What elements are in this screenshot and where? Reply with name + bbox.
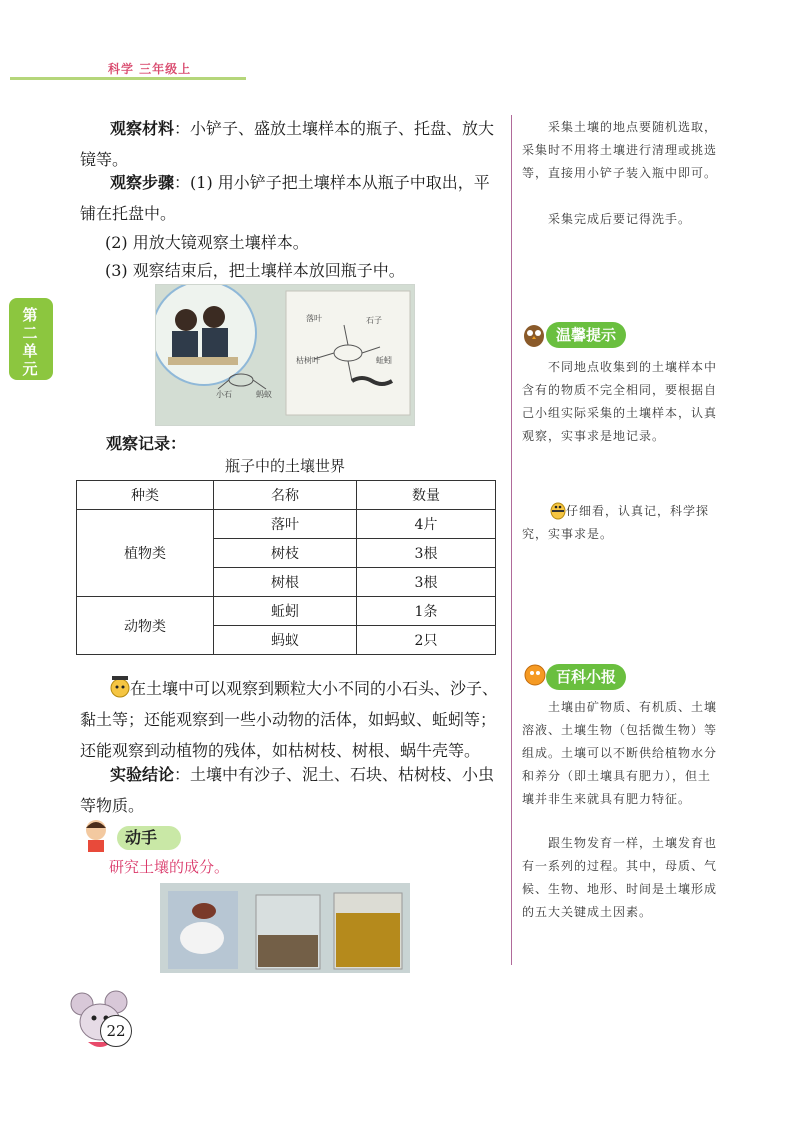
- table-cell: 3根: [357, 539, 496, 568]
- table-cell: 2只: [357, 626, 496, 655]
- steps-paragraph: [80, 167, 500, 229]
- observation-photo: [155, 284, 415, 426]
- photo-label-pebble: 石子: [366, 316, 382, 325]
- record-label: 观察记录：: [106, 434, 187, 453]
- tip-badge: 温馨提示: [546, 322, 626, 348]
- table-cell: 树根: [214, 568, 357, 597]
- unit-tab-label: 第二单元: [22, 306, 38, 378]
- page-number: 22: [100, 1015, 132, 1047]
- photo-label-worm: 蚯蚓: [376, 356, 392, 365]
- observation-paragraph: 在土壤中可以观察到颗粒大小不同的小石头、沙子、黏土等；还能观察到一些小动物的活体，如蚂蚁、蚯蚓等；还能观察到动植物的残体，如枯树枝、树根、蜗牛壳等。: [80, 679, 499, 760]
- photo-label-leaf: 落叶: [306, 314, 322, 323]
- photo-label-stone: 小石: [216, 390, 232, 399]
- tip2-text: 仔细看，认真记，科学探究，实事求是。: [522, 504, 710, 541]
- table-header: 种类: [77, 481, 214, 510]
- steps-label: 观察步骤: [110, 173, 175, 192]
- conclusion-label: 实验结论: [110, 765, 175, 784]
- encyclopedia-text: 土壤由矿物质、有机质、土壤溶液、土壤生物（包括微生物）等组成。土壤可以不断供给植物水分和养分（即土壤具有肥力），但土壤并非生来就具有肥力特征。: [522, 700, 718, 806]
- boy-icon: [76, 816, 116, 860]
- table-cell: 树枝: [214, 539, 357, 568]
- step1-text: ：(1) 用小铲子把土壤样本从瓶子中取出，平铺在托盘中。: [80, 173, 490, 223]
- materials-text: ：小铲子、盛放土壤样本的瓶子、托盘、放大镜等。: [80, 119, 495, 169]
- encyclopedia-text-2: 跟生物发育一样，土壤发育也有一系列的过程。其中，母质、气候、生物、地形、时间是土壤形成的五大关键成土因素。: [522, 836, 718, 919]
- table-caption: 瓶子中的土壤世界: [224, 457, 345, 475]
- conclusion-text: ：土壤中有沙子、泥土、石块、枯树枝、小虫等物质。: [80, 765, 495, 815]
- soil-experiment-art: [160, 883, 410, 973]
- materials-paragraph: [80, 113, 500, 175]
- table-header-row: [77, 481, 496, 510]
- sidebar-note-wash: 采集完成后要记得洗手。: [548, 212, 692, 226]
- table-cell: 落叶: [214, 510, 357, 539]
- observation-table: [76, 480, 496, 655]
- owl-icon: [522, 322, 546, 352]
- table-header: 名称: [214, 481, 357, 510]
- column-divider: [511, 115, 512, 965]
- header-rule: [10, 77, 246, 80]
- soil-experiment-photo: [160, 883, 410, 973]
- table-row: [77, 510, 496, 539]
- encyclopedia-badge: 百科小报: [546, 664, 626, 690]
- observation-photo-art: [156, 285, 414, 425]
- photo-label-ant: 蚂蚁: [256, 390, 272, 399]
- plant-category-cell: 植物类: [77, 510, 214, 597]
- table-cell: 4片: [357, 510, 496, 539]
- materials-label: 观察材料: [110, 119, 175, 138]
- table-cell: 蚂蚁: [214, 626, 357, 655]
- boy-icon-art: [76, 816, 116, 856]
- activity-subtitle: 研究土壤的成分。: [109, 858, 230, 876]
- step3-text: (3) 观察结束后，把土壤样本放回瓶子中。: [105, 261, 405, 280]
- header-title: 科学 三年级上: [108, 62, 192, 76]
- animal-category-cell: 动物类: [77, 597, 214, 655]
- owl-icon-art: [522, 322, 546, 348]
- conclusion-paragraph: [80, 759, 500, 821]
- table-cell: 蚯蚓: [214, 597, 357, 626]
- step2-text: (2) 用放大镜观察土壤样本。: [105, 233, 309, 252]
- activity-title: 动手: [117, 826, 181, 850]
- mascot-orange-icon: [522, 661, 548, 693]
- mascot-orange-icon-art: [522, 661, 548, 689]
- tip-text: 不同地点收集到的土壤样本中含有的物质不完全相同，要根据自己小组实际采集的土壤样本，认真观察，实事求是地记录。: [522, 360, 718, 443]
- table-cell: 1条: [357, 597, 496, 626]
- photo-label-dry-leaf: 枯树叶: [296, 356, 320, 365]
- table-cell: 3根: [357, 568, 496, 597]
- table-header: 数量: [357, 481, 496, 510]
- table-row: [77, 597, 496, 626]
- sidebar-note: 采集土壤的地点要随机选取，采集时不用将土壤进行清理或挑选等，直接用小铲子装入瓶中即可。: [522, 120, 718, 180]
